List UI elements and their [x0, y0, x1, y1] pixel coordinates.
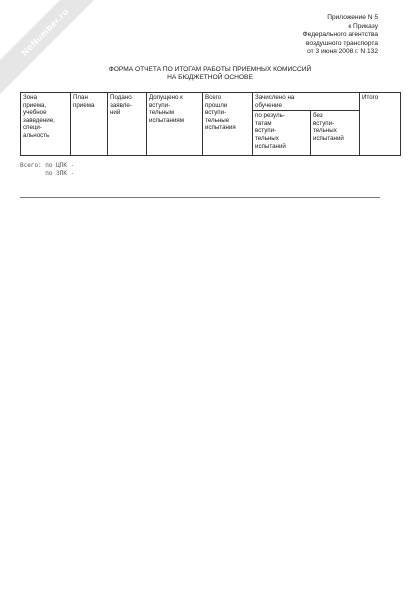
header-without-exams: без вступи- тельных испытаний: [311, 111, 360, 156]
appendix-line: воздушного транспорта: [305, 39, 378, 47]
header-total: Итого: [360, 93, 401, 156]
header-plan: План приема: [71, 93, 108, 156]
totals-line: по ЗПК -: [20, 169, 75, 177]
header-passed: Всего прошли вступи- тельные испытания: [203, 93, 253, 156]
form-title-line: ФОРМА ОТЧЕТА ПО ИТОГАМ РАБОТЫ ПРИЕМНЫХ КОМИССИЙ: [108, 66, 312, 73]
appendix-line: к Приказу: [348, 22, 378, 30]
header-zone: Зона приема, учебное заведение, специ- альность: [21, 93, 71, 156]
form-title-line: НА БЮДЖЕТНОЙ ОСНОВЕ: [167, 74, 253, 82]
appendix-line: Федерального агентства: [302, 31, 378, 39]
appendix-note: [218, 14, 378, 57]
appendix-line: от 3 июня 2008 г. N 132: [307, 48, 378, 56]
report-table: [20, 92, 401, 156]
totals-block: [20, 162, 74, 177]
totals-line: Всего: по ЦПК -: [20, 162, 75, 169]
divider: [20, 197, 380, 198]
table-header-row: [21, 93, 401, 111]
form-title: [0, 66, 420, 83]
header-admitted: Допущено к вступи- тельным испытаниям: [147, 93, 203, 156]
watermark-text: NoNumber.ru: [0, 0, 114, 101]
header-by-results: по резуль- татам вступи- тельных испытаний: [253, 111, 311, 156]
appendix-line: Приложение N 5: [327, 14, 378, 21]
header-submitted: Подано заявле- ний: [108, 93, 147, 156]
header-enrolled: Зачислено на обучение: [253, 93, 360, 111]
